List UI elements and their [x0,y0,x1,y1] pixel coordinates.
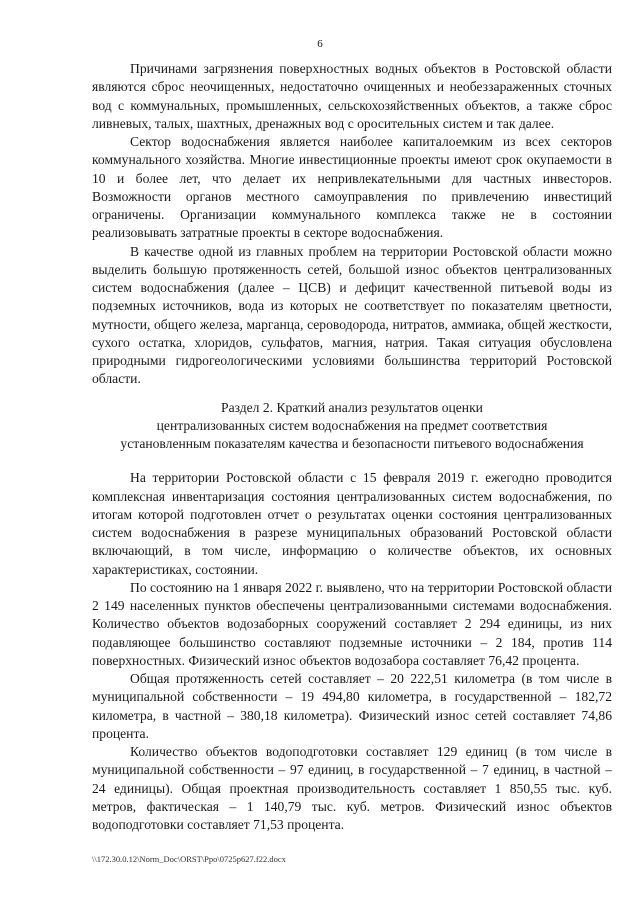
section-heading-line-3: установленным показателям качества и безопасности питьевого водоснабжения [120,436,584,451]
paragraph-water-supply-sector: Сектор водоснабжения является наиболее капиталоемким из всех секторов коммунального хозяйства. Многие инвестиционные проекты имеют срок окупаемости в 10 и более лет, что делает их непривлекательными для частных инвесторов. Возможности органов местного самоуправления по привлечению инвестиций ограничены. Организации коммунального комплекса также не в состоянии реализовывать затратные проекты в секторе водоснабжения. [92,134,612,241]
section-heading-line-1: Раздел 2. Краткий анализ результатов оценки [221,399,483,415]
paragraph-pollution-causes: Причинами загрязнения поверхностных водных объектов в Ростовской области являются сброс неочищенных, недостаточно очищенных и необеззараженных сточных вод с коммунальных, промышленных, сельскохозяйственных объектов, а также сброс ливневых, талых, шахтных, дренажных вод с оросительных систем и так далее. [92,61,612,131]
paragraph-network-length: Общая протяженность сетей составляет – 20 222,51 километра (в том числе в муниципальной собственности – 19 494,80 километра, в государственной – 182,72 километра, в частной – 380,18 километра). Физический износ сетей составляет 74,86 процента. [92,671,612,741]
paragraph-water-intake-stats: По состоянию на 1 января 2022 г. выявлено, что на территории Ростовской области 2 149 населенных пунктов обеспечены централизованными системами водоснабжения. Количество объектов водозаборных сооружений составляет 2 294 единицы, из них подавляющее большинство составляют подземные источники – 2 184, против 114 поверхностных. Физический износ объектов водозабора составляет 76,42 процента. [92,579,612,668]
section-heading-line-2: централизованных систем водоснабжения на предмет соответствия [156,417,548,433]
document-body [92,60,612,834]
paragraph-main-problems: В качестве одной из главных проблем на территории Ростовской области можно выделить большую протяженность сетей, большой износ объектов централизованных систем водоснабжения (далее – ЦСВ) и дефицит качественной питьевой воды из подземных источников, вода из которых не соответствует по показателям цветности, мутности, общего железа, марганца, сероводорода, нитратов, аммиака, общей жесткости, сухого остатка, хлоридов, сульфатов, магния, натрия. Такая ситуация обусловлена природными гидрогеологическими условиями большинства территорий Ростовской области. [92,243,612,387]
paragraph-water-treatment: Количество объектов водоподготовки составляет 129 единиц (в том числе в муниципальной собственности – 97 единиц, в государственной – 7 единиц, в частной – 24 единицы). Общая проектная производительность составляет 1 850,55 тыс. куб. метров, фактическая – 1 140,79 тыс. куб. метров. Физический износ объектов водоподготовки составляет 71,53 процента. [92,744,612,832]
page-number: 6 [317,38,323,50]
section-heading [92,399,612,454]
footer-file-path: \\172.30.0.12\Norm_Doc\ORST\Ppo\0725p627.f22.docx [92,854,286,864]
paragraph-inventory: На территории Ростовской области с 15 февраля 2019 г. ежегодно проводится комплексная инвентаризация состояния централизованных систем водоснабжения, по итогам которой подготовлен отчет о результатах оценки состояния централизованных систем водоснабжения в разрезе муниципальных образований Ростовской области включающий, в том числе, информацию о количестве объектов, их основных характеристиках, состоянии. [92,470,612,577]
